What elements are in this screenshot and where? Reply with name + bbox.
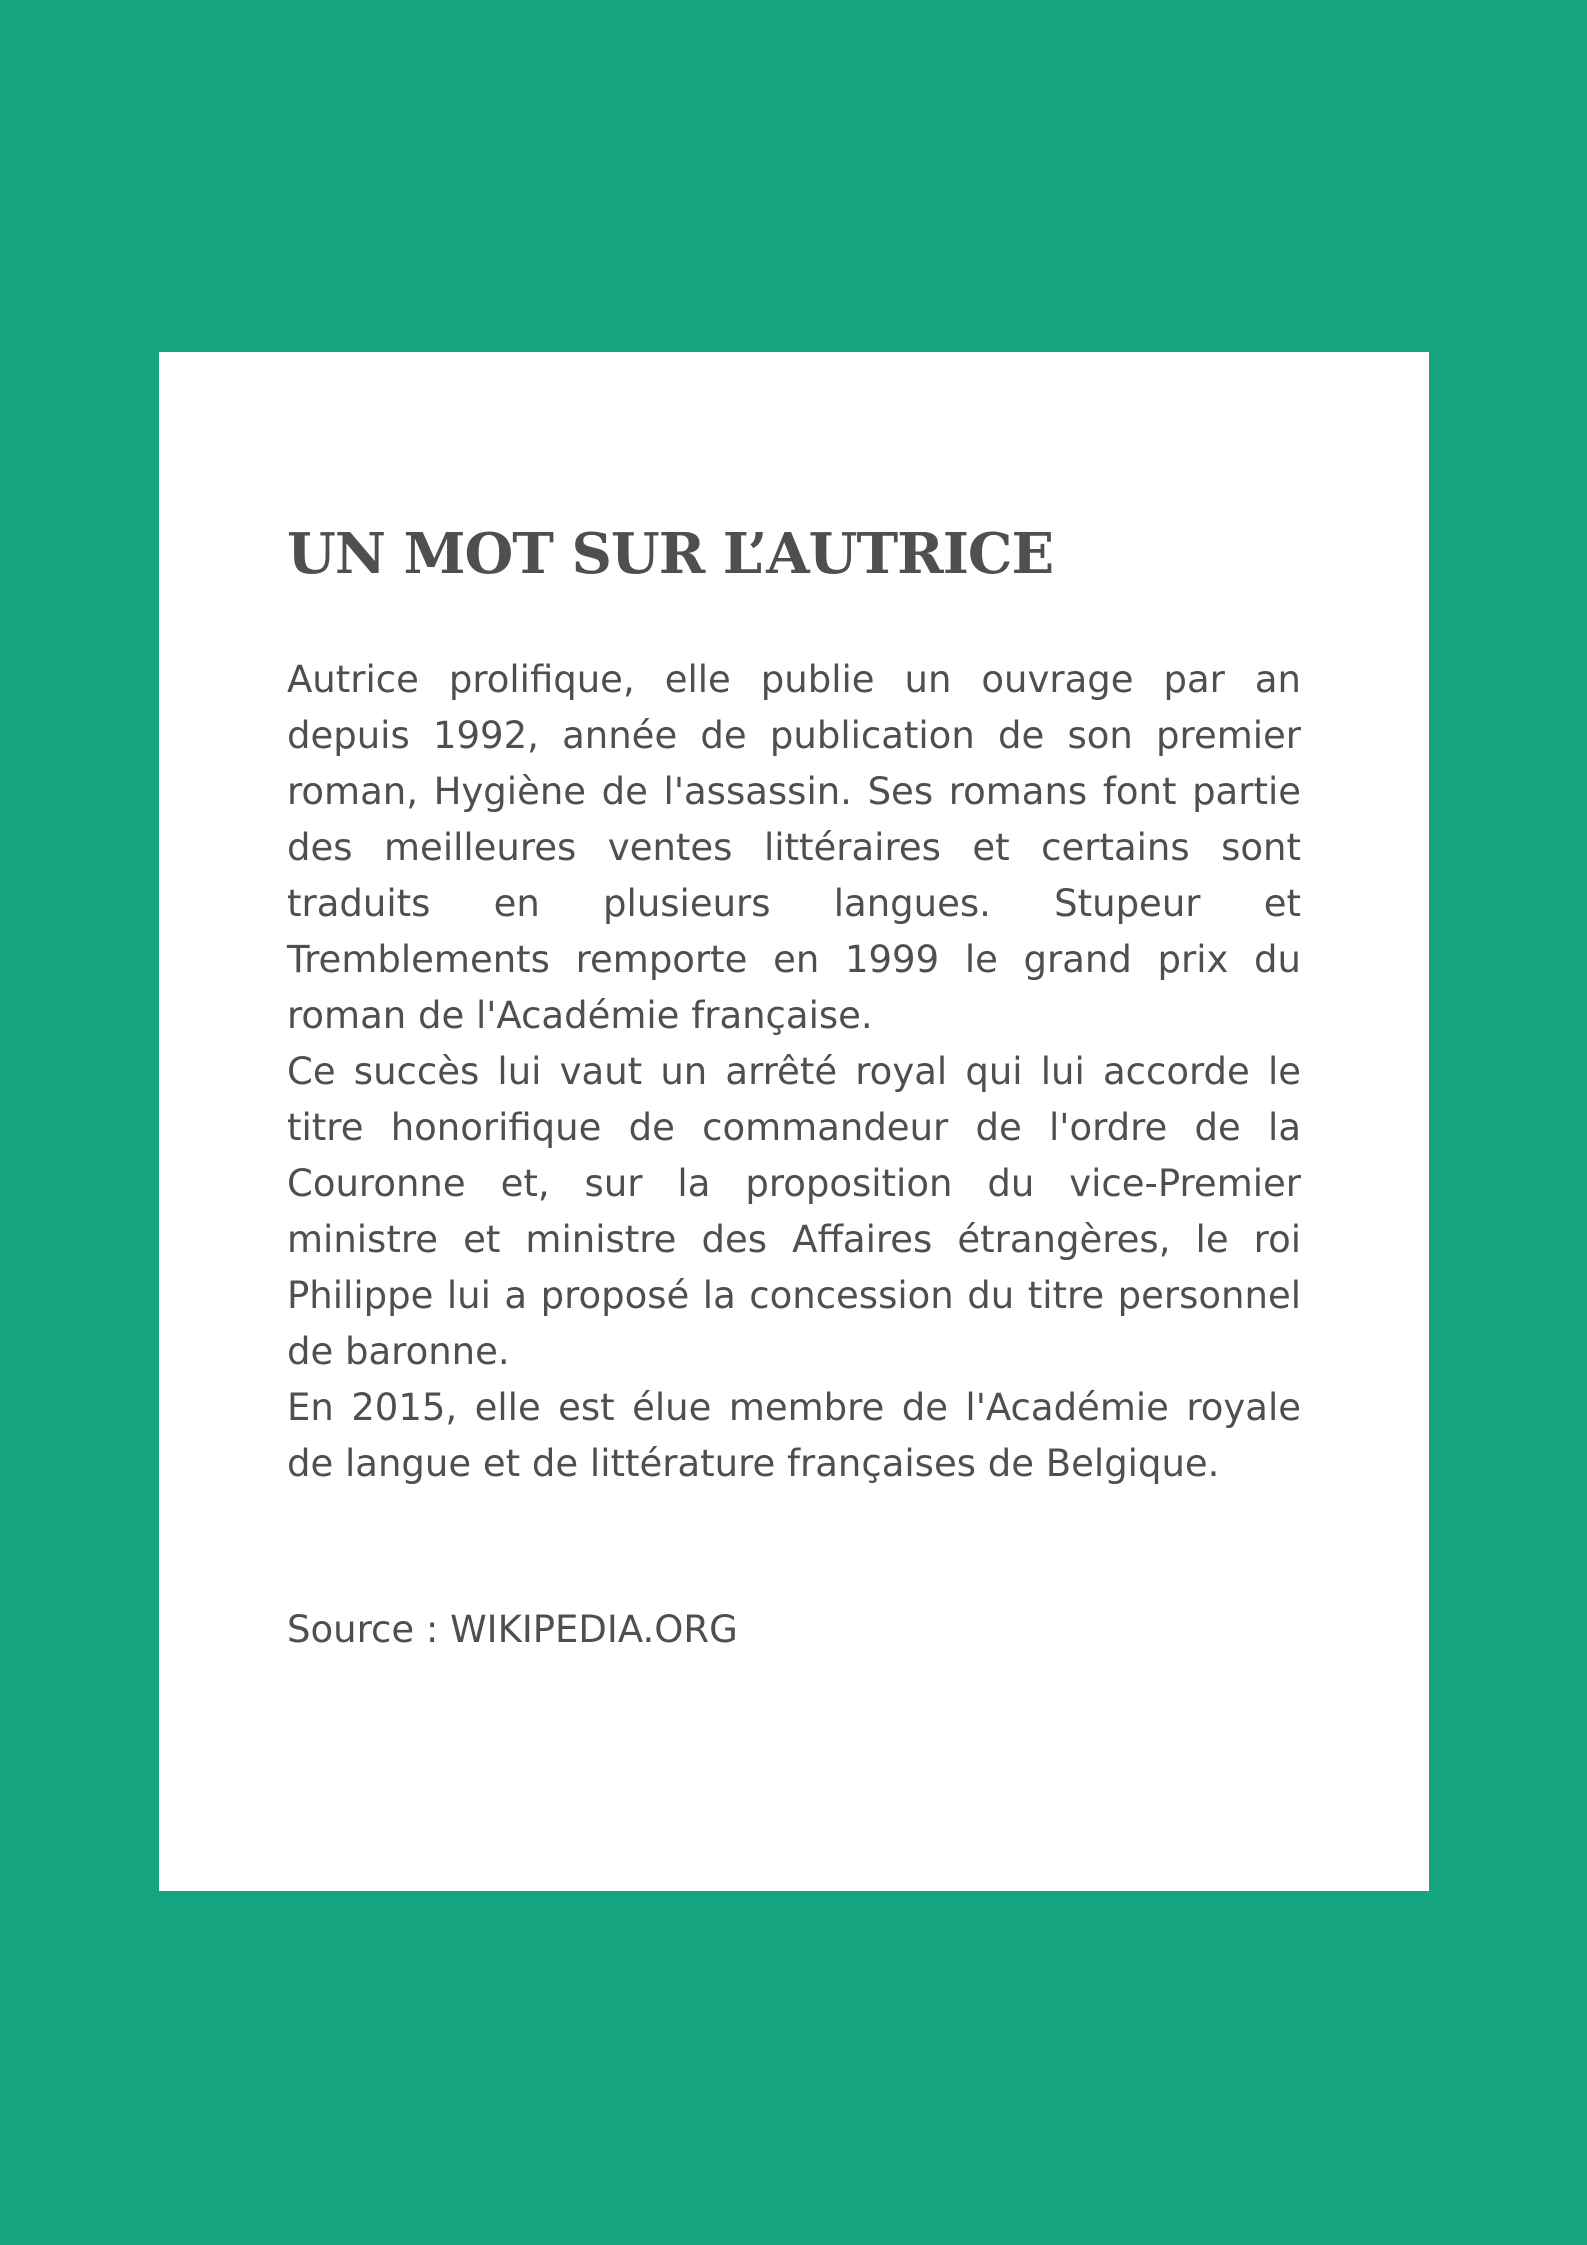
body-text (287, 652, 1301, 1492)
source-credit: Source : WIKIPEDIA.ORG (287, 1608, 738, 1652)
paragraph: Ce succès lui vaut un arrêté royal qui lui accorde le titre honorifique de commandeur de l'ordre de la Couronne et, sur la proposition du vice-Premier ministre et ministre des Affaires étrangères, le roi Philippe lui a proposé la concession du titre personnel de baronne. (287, 1050, 1301, 1374)
paragraph: Autrice prolifique, elle publie un ouvrage par an depuis 1992, année de publication de son premier roman, Hygiène de l'assassin. Ses romans font partie des meilleures ventes littéraires et certains sont traduits en plusieurs langues. Stupeur et Tremblements remporte en 1999 le grand prix du roman de l'Académie française. (287, 658, 1301, 1038)
paragraph: En 2015, elle est élue membre de l'Académie royale de langue et de littérature françaises de Belgique. (287, 1386, 1301, 1486)
page-title: UN MOT SUR L’AUTRICE (287, 521, 1054, 587)
content-card (159, 352, 1429, 1891)
